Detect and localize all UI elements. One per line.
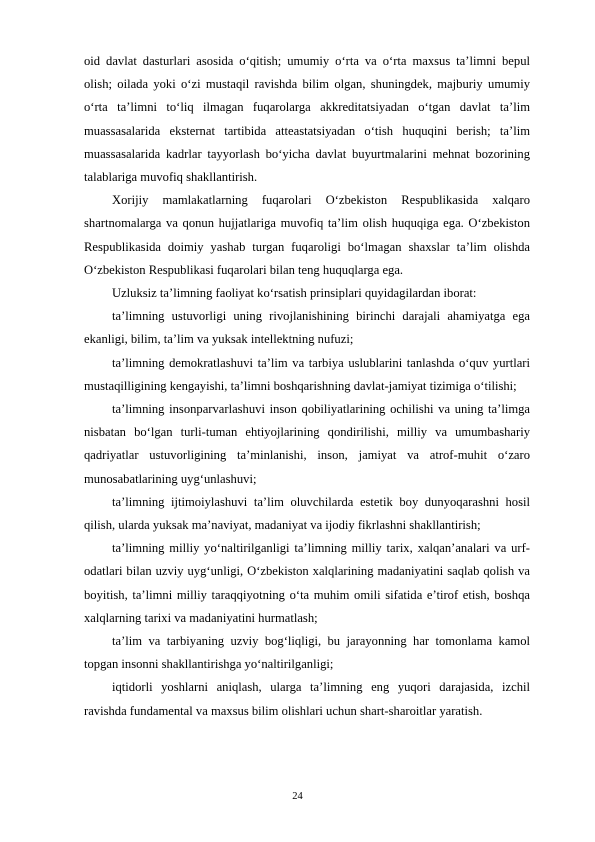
- page-number: 24: [292, 791, 303, 802]
- document-body: [84, 50, 530, 723]
- paragraph-7: ta’limning ijtimoiylashuvi ta’lim oluvchilarda estetik boy dunyoqarashni hosil qilish, ularda yuksak ma’naviyat, madaniyat va ijodiy fikrlashni shakllantirish;: [84, 494, 530, 533]
- paragraph-8: ta’limning milliy yo‘naltirilganligi ta’limning milliy tarix, xalqan’analari va urf-odatlari bilan uzviy uyg‘unligi, O‘zbekiston xalqlarining madaniyatini saqlab qolish va boyitish, ta’limni milliy taraqqiyotning o‘ta muhim omili sifatida e’tirof etish, boshqa xalqlarning tarixi va madaniyatini hurmatlash;: [84, 541, 530, 625]
- paragraph-5: ta’limning demokratlashuvi ta’lim va tarbiya uslublarini tanlashda o‘quv yurtlari mustaqilligining kengayishi, ta’limni boshqarishning davlat-jamiyat tizimiga o‘tilishi;: [84, 355, 530, 393]
- paragraph-10: iqtidorli yoshlarni aniqlash, ularga ta’limning eng yuqori darajasida, izchil ravishda fundamental va maxsus bilim olishlari uchun shart-sharoitlar yaratish.: [84, 680, 530, 718]
- paragraph-9: ta’lim va tarbiyaning uzviy bog‘liqligi, bu jarayonning har tomonlama kamol topgan insonni shakllantirishga yo‘naltirilganligi;: [84, 634, 530, 672]
- paragraph-1: oid davlat dasturlari asosida o‘qitish; umumiy o‘rta va o‘rta maxsus ta’limni bepul olish; oilada yoki o‘zi mustaqil ravishda bilim olgan, shuningdek, majburiy umumiy o‘rta ta’limni to‘liq ilmagan fuqarolarga akkreditatsiyadan o‘tgan davlat ta’lim muassasalarida eksternat tartibida atteastatsiyadan o‘tish huquqini berish; ta’lim muassasalarida kadrlar tayyorlash bo‘yicha davlat buyurtmalarini mehnat bozorining talablariga muvofiq shakllantirish.: [84, 54, 530, 185]
- paragraph-6: ta’limning insonparvarlashuvi inson qobiliyatlarining ochilishi va uning ta’limga nisbatan bo‘lgan turli-tuman ehtiyojlarining qondirilishi, milliy va umumbashariy qadriyatlar ustuvorligining ta’minlanishi, inson, jamiyat va atrof-muhit o‘zaro munosabatlarining uyg‘unlashuvi;: [84, 402, 530, 486]
- paragraph-3: Uzluksiz ta’limning faoliyat ko‘rsatish prinsiplari quyidagilardan iborat:: [112, 286, 477, 301]
- paragraph-2: Xorijiy mamlakatlarning fuqarolari O‘zbekiston Respublikasida xalqaro shartnomalarga va qonun hujjatlariga muvofiq ta’lim olish huquqiga ega. O‘zbekiston Respublikasida doimiy yashab turgan fuqaroligi bo‘lmagan shaxslar ta’lim olishda O‘zbekiston Respublikasi fuqarolari bilan teng huquqlarga ega.: [84, 193, 530, 277]
- paragraph-4: ta’limning ustuvorligi uning rivojlanishining birinchi darajali ahamiyatga ega ekanligi, bilim, ta’lim va yuksak intellektning nufuzi;: [84, 309, 530, 347]
